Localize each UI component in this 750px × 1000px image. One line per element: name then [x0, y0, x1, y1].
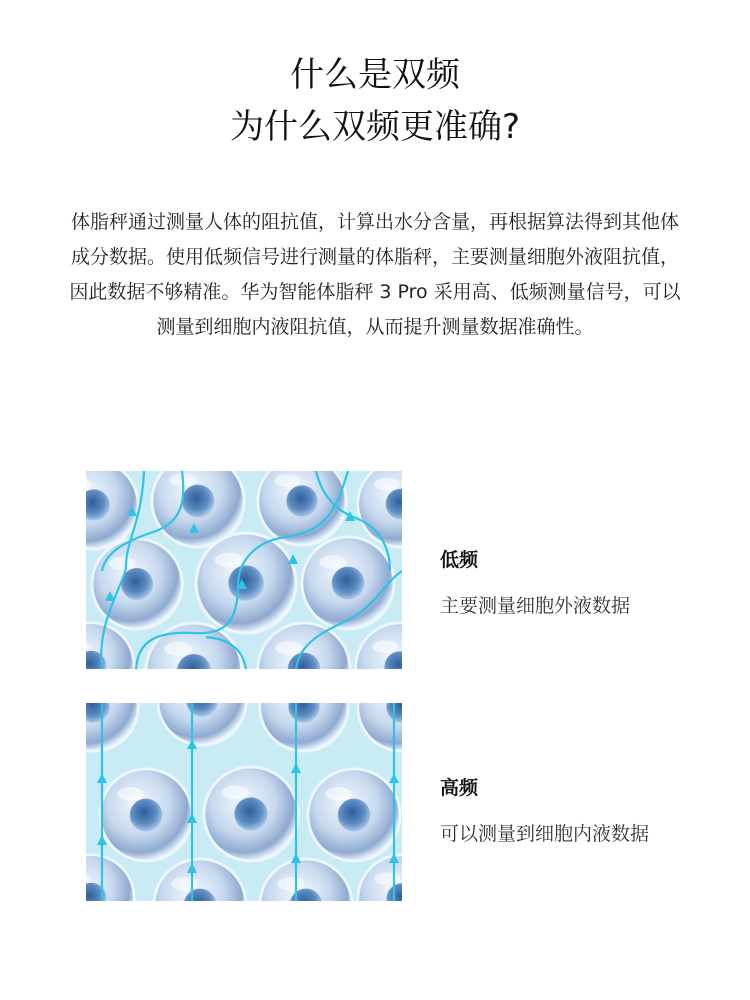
low-frequency-title: 低频: [440, 549, 479, 571]
cell: [100, 769, 192, 861]
high-frequency-description: 可以测量到细胞内液数据: [440, 823, 650, 845]
cell: [196, 533, 296, 633]
cell: [92, 539, 182, 629]
low-frequency-label: [440, 545, 630, 618]
page-title-line1: 什么是双频: [290, 55, 460, 95]
cell: [302, 537, 394, 629]
cell: [204, 767, 298, 861]
high-frequency-title: 高频: [440, 777, 479, 799]
low-frequency-illustration: [86, 471, 402, 669]
intro-paragraph: 体脂秤通过测量人体的阻抗值，计算出水分含量，再根据算法得到其他体成分数据。使用低频信号进行测量的体脂秤，主要测量细胞外液阻抗值，因此数据不够精准。华为智能体脂秤 3 Pro 采用高、低频测量信号，可以测量到细胞内液阻抗值，从而提升测量数据准确性。: [69, 211, 681, 338]
high-frequency-illustration: [86, 703, 402, 901]
cell: [308, 769, 400, 861]
low-frequency-description: 主要测量细胞外液数据: [440, 595, 631, 617]
page-title-line2: 为什么双频更准确?: [229, 107, 521, 147]
high-frequency-label: [440, 773, 649, 846]
